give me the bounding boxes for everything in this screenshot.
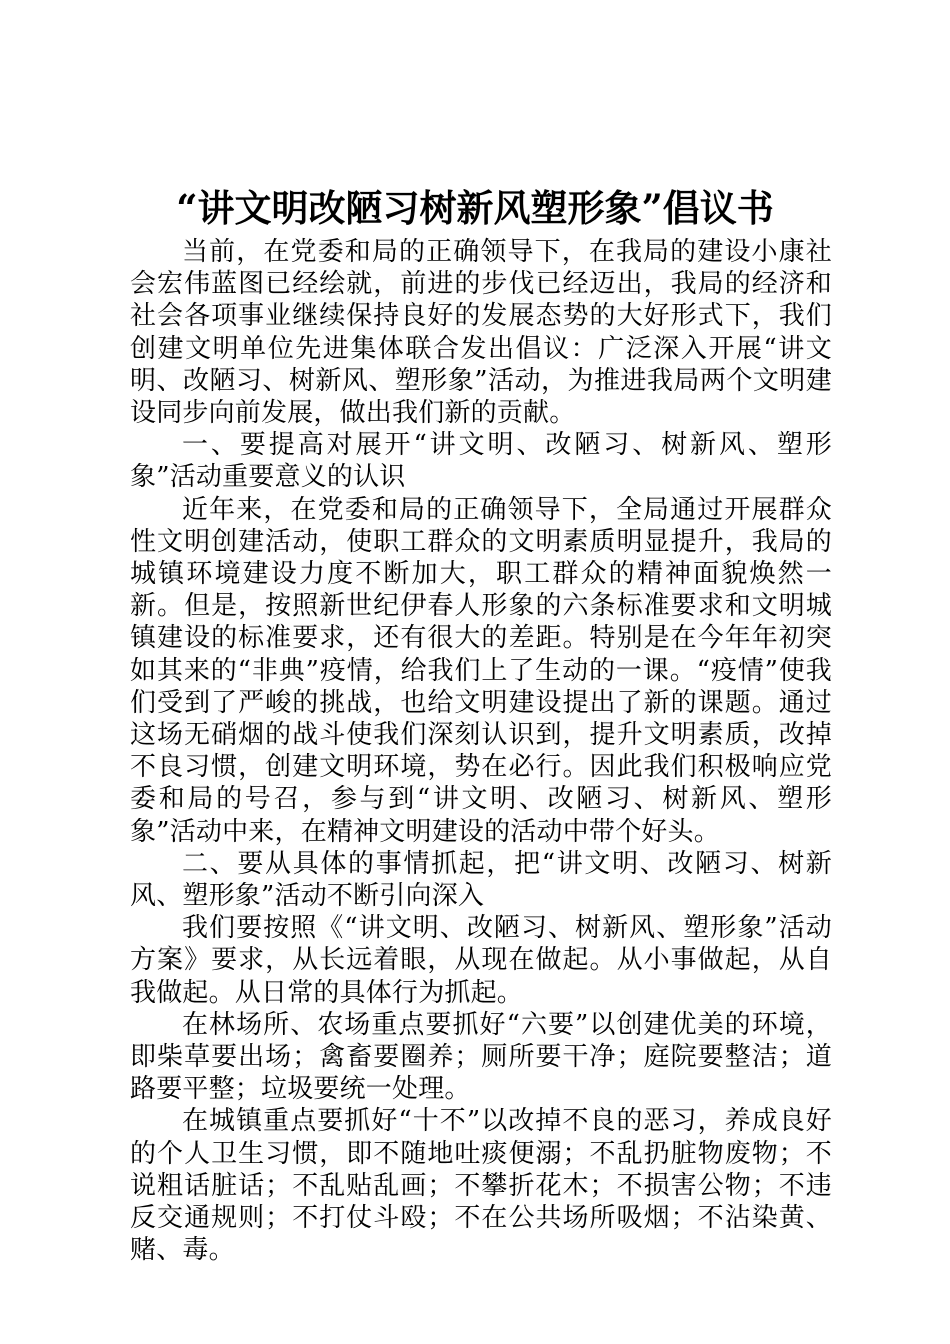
- section-heading-2: 二、要从具体的事情抓起，把“讲文明、改陋习、树新风、塑形象”活动不断引向深入: [130, 848, 832, 912]
- section-heading-1: 一、要提高对展开“讲文明、改陋习、树新风、塑形象”活动重要意义的认识: [130, 430, 832, 493]
- document-body: [130, 236, 832, 1267]
- paragraph-section-2a: 我们要按照《“讲文明、改陋习、树新风、塑形象”活动方案》要求，从长远着眼，从现在做起。从小事做起，从自我做起。从日常的具体行为抓起。: [130, 913, 832, 1008]
- document-title: “讲文明改陋习树新风塑形象”倡议书: [176, 186, 774, 230]
- paragraph-section-2c: 在城镇重点要抓好“十不”以改掉不良的恶习，养成良好的个人卫生习惯，即不随地吐痰便溺；不乱扔脏物废物；不说粗话脏话；不乱贴乱画；不攀折花木；不损害公物；不违反交通规则；不打仗斗殴；不在公共场所吸烟；不沾染黄、赌、毒。: [130, 1106, 832, 1266]
- paragraph-section-2b: 在林场所、农场重点要抓好“六要”以创建优美的环境，即柴草要出场；禽畜要圈养；厕所要干净；庭院要整洁；道路要平整；垃圾要统一处理。: [130, 1009, 832, 1105]
- paragraph-section-1: 近年来，在党委和局的正确领导下，全局通过开展群众性文明创建活动，使职工群众的文明素质明显提升，我局的城镇环境建设力度不断加大，职工群众的精神面貌焕然一新。但是，按照新世纪伊春人形象的六条标准要求和文明城镇建设的标准要求，还有很大的差距。特别是在今年年初突如其来的“非典”疫情，给我们上了生动的一课。“疫情”使我们受到了严峻的挑战，也给文明建设提出了新的课题。通过这场无硝烟的战斗使我们深刻认识到，提升文明素质，改掉不良习惯，创建文明环境，势在必行。因此我们积极响应党委和局的号召，参与到“讲文明、改陋习、树新风、塑形象”活动中来，在精神文明建设的活动中带个好头。: [130, 494, 832, 847]
- paragraph-intro: 当前，在党委和局的正确领导下，在我局的建设小康社会宏伟蓝图已经绘就，前进的步伐已经迈出，我局的经济和社会各项事业继续保持良好的发展态势的大好形式下，我们创建文明单位先进集体联合发出倡议：广泛深入开展“讲文明、改陋习、树新风、塑形象”活动，为推进我局两个文明建设同步向前发展，做出我们新的贡献。: [130, 237, 832, 429]
